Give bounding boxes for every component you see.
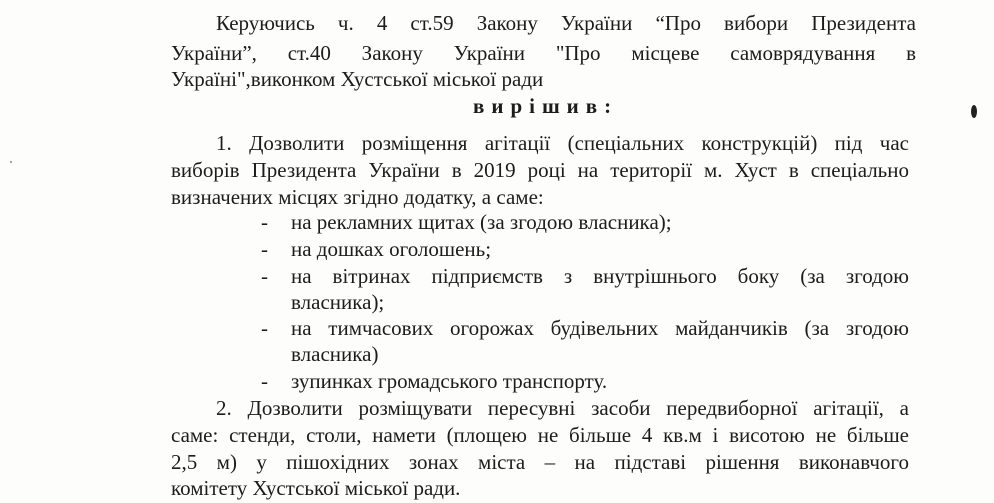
bullet-dash: - (261, 237, 268, 261)
bullet-2-line-1: на дошках оголошень; (291, 237, 492, 261)
bullet-3-line-2: власника); (291, 290, 385, 314)
item1-line-2: виборів Президента України в 2019 році на території м. Хуст в спеціально (171, 158, 909, 182)
bullet-1-line-1: на рекламних щитах (за згодою власника); (291, 210, 672, 234)
bullet-4-line-1: на тимчасових огорожах будівельних майданчиків (за згодою (291, 316, 909, 340)
scan-speck (10, 161, 12, 163)
preamble-line-1: Керуючись ч. 4 ст.59 Закону України “Про вибори Президента (216, 11, 916, 35)
item2-line-1: 2. Дозволити розміщувати пересувні засоби передвиборної агітації, а (216, 396, 909, 420)
bullet-dash: - (261, 264, 268, 288)
bullet-dash: - (261, 369, 268, 393)
preamble-line-3: Україні",виконком Хустської міської ради (171, 67, 544, 91)
bullet-5-line-1: зупинках громадського транспорту. (291, 369, 608, 393)
item2-line-3: 2,5 м) у пішохідних зонах міста – на підставі рішення виконавчого (171, 450, 909, 474)
item1-line-3: визначених місцях згідно додатку, а саме: (171, 185, 544, 209)
bullet-dash: - (261, 210, 268, 234)
item1-line-1: 1. Дозволити розміщення агітації (спеціальних конструкцій) під час (216, 131, 909, 155)
item2-line-2: саме: стенди, столи, намети (площею не більше 4 кв.м і висотою не більше (171, 423, 909, 447)
bullet-dash: - (261, 316, 268, 340)
bullet-3-line-1: на вітринах підприємств з внутрішнього боку (за згодою (291, 264, 909, 288)
preamble-line-2: України”, ст.40 Закону України "Про місцеве самоврядування в (171, 41, 916, 65)
bullet-4-line-2: власника) (291, 342, 379, 366)
scan-speck (971, 105, 977, 118)
item2-line-4: комітету Хустської міської ради. (171, 476, 461, 500)
decision-heading: вирішив: (473, 94, 619, 118)
